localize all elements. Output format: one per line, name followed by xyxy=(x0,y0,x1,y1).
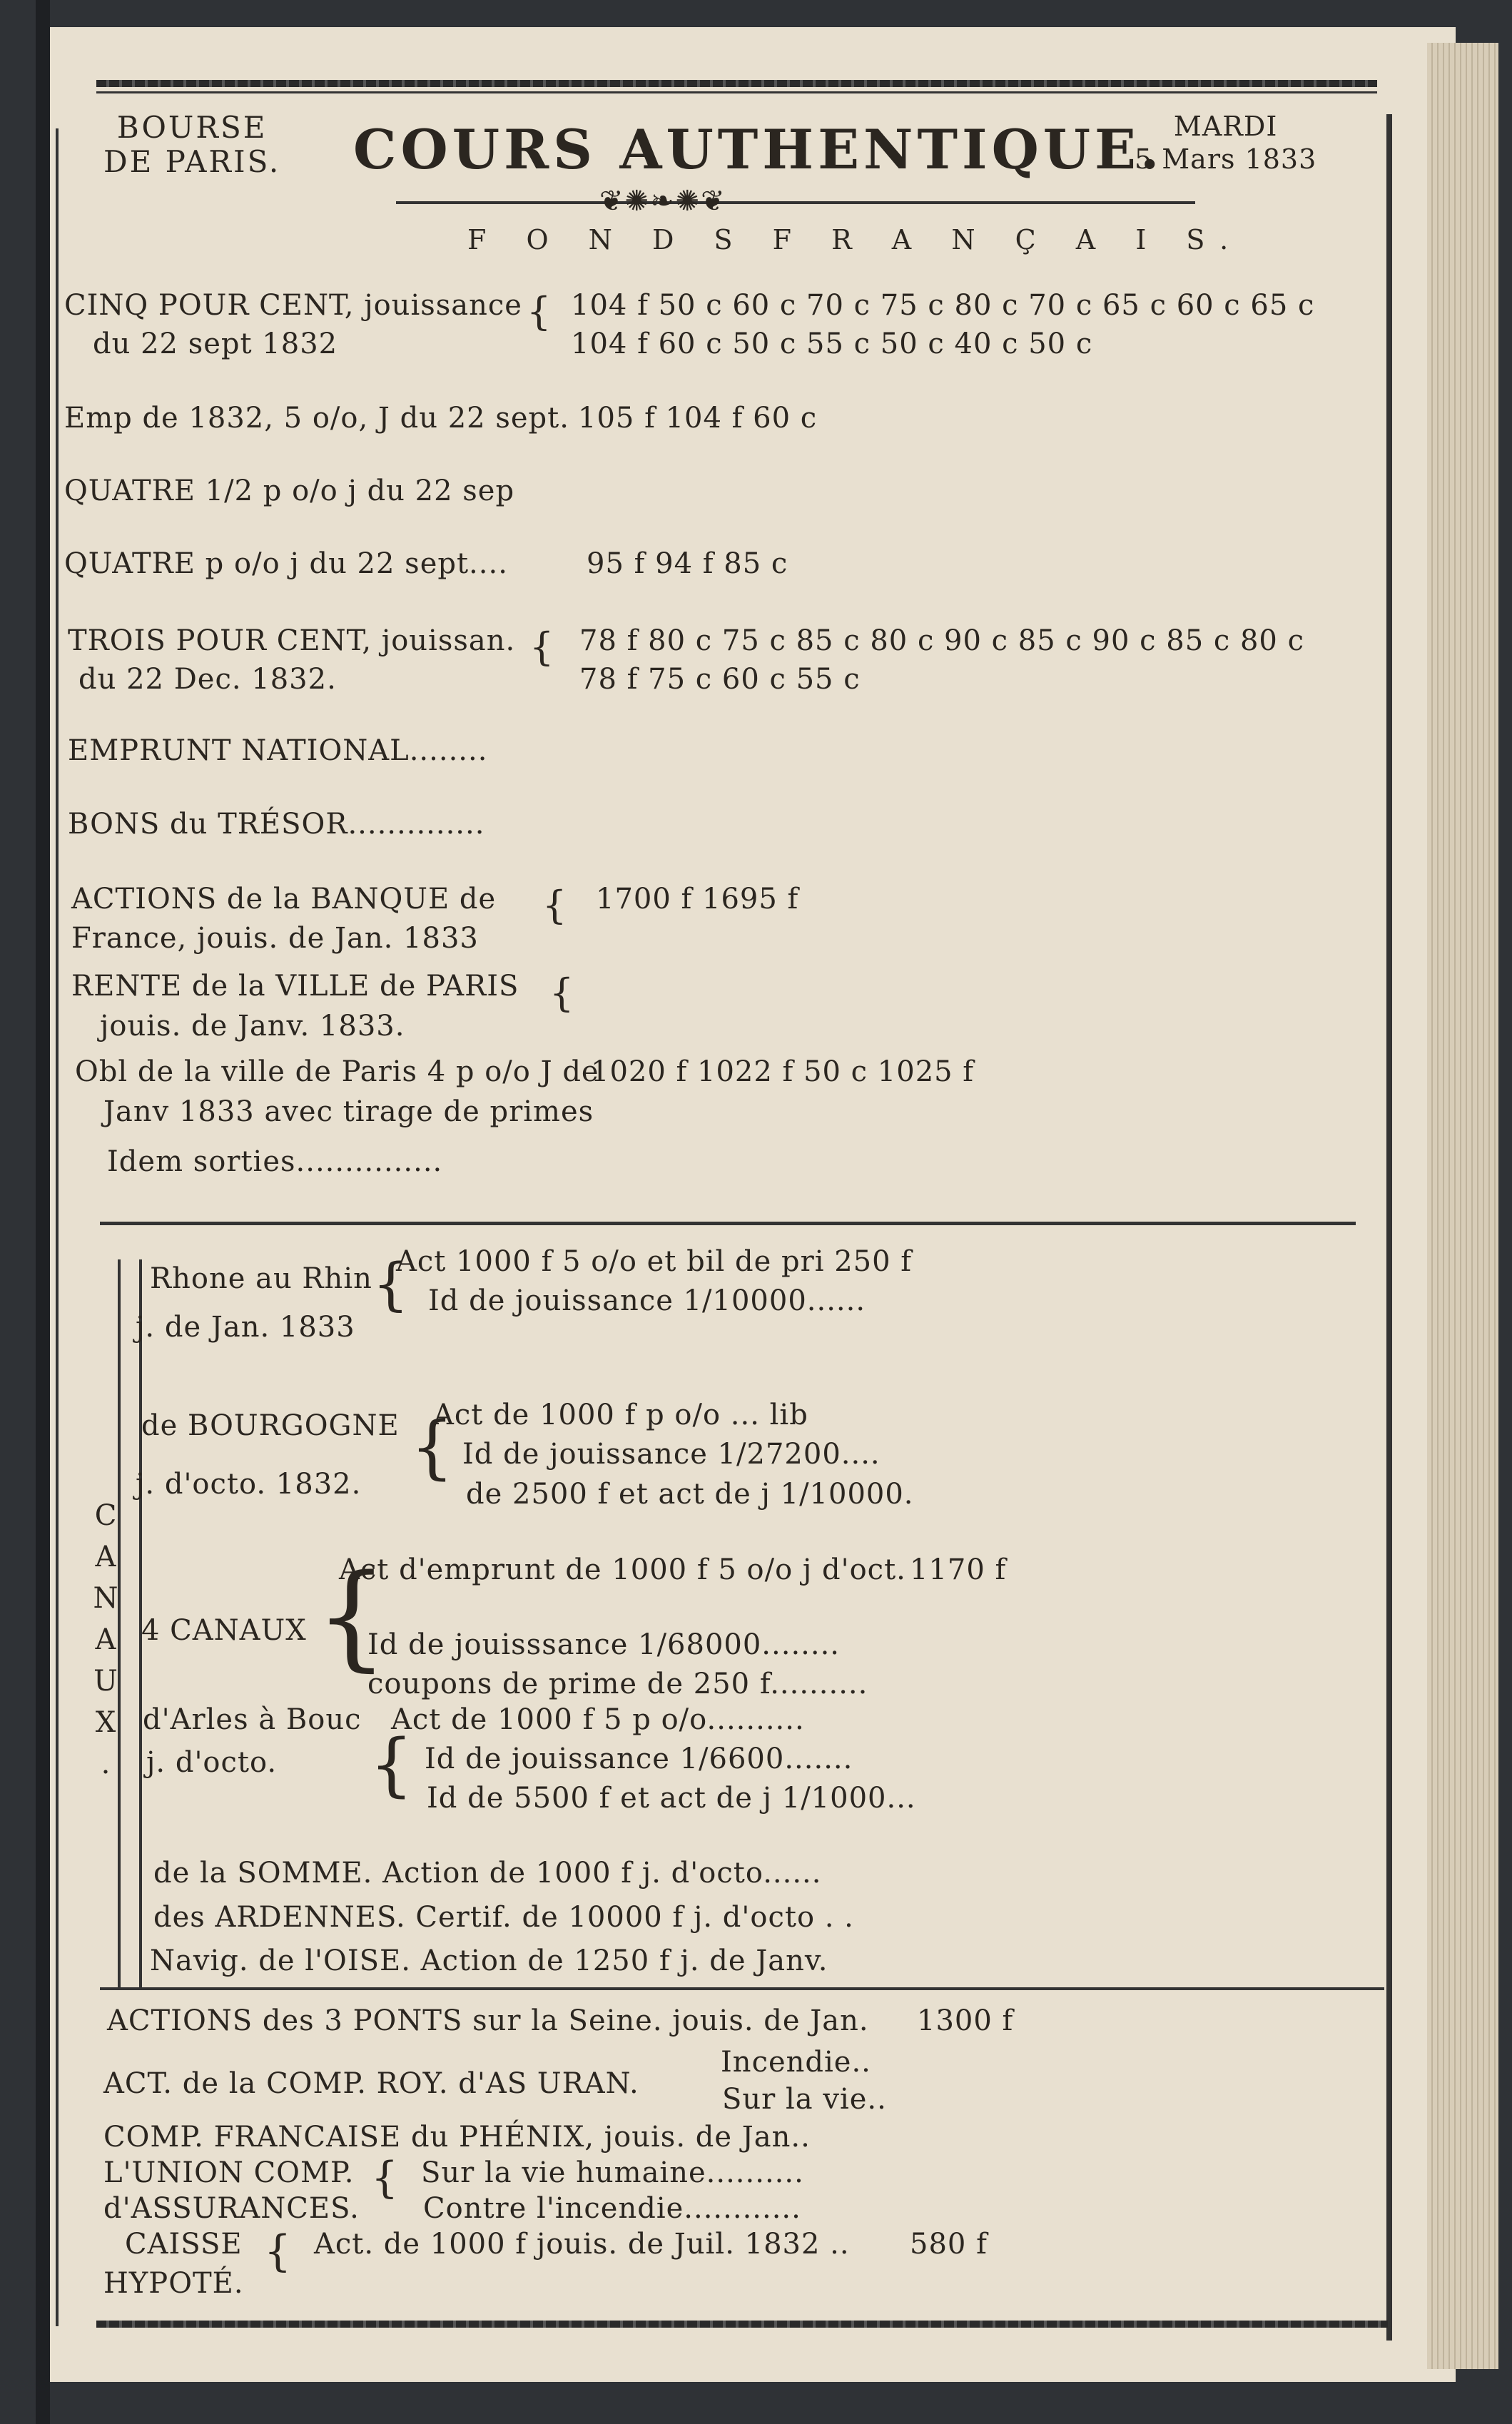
bourgogne-line3: de 2500 f et act de j 1/10000. xyxy=(466,1478,914,1511)
actions-banque-label2: France, jouis. de Jan. 1833 xyxy=(71,922,479,955)
rhone-line2: Id de jouissance 1/10000...... xyxy=(428,1284,866,1317)
trois-row1: 78 f 80 c 75 c 85 c 80 c 90 c 85 c 90 c 85 c 80 c xyxy=(579,624,1304,657)
obl-ville-label2: Janv 1833 avec tirage de primes xyxy=(103,1095,594,1128)
bourgogne-label2: j. d'octo. 1832. xyxy=(136,1468,362,1501)
header-date: 5 Mars 1833 xyxy=(1135,143,1317,175)
union-label2: d'ASSURANCES. xyxy=(103,2192,360,2225)
quatre-canaux-label: 4 CANAUX xyxy=(141,1614,307,1647)
arles-line3: Id de 5500 f et act de j 1/1000... xyxy=(427,1782,916,1815)
quatre-canaux-line1: Act d'emprunt de 1000 f 5 o/o j d'oct. xyxy=(339,1553,906,1586)
canaux-letter-c: C xyxy=(94,1499,117,1532)
trois-ponts-label: ACTIONS des 3 PONTS sur la Seine. jouis. de Jan. xyxy=(107,2004,869,2037)
cinq-brace: { xyxy=(527,289,552,334)
emprunt-national: EMPRUNT NATIONAL........ xyxy=(68,734,488,767)
canaux-letter-dot: . xyxy=(101,1748,111,1780)
union-label1: L'UNION COMP. xyxy=(103,2156,355,2189)
caisse-brace: { xyxy=(264,2226,292,2276)
union-contre-incendie: Contre l'incendie............ xyxy=(423,2192,801,2225)
cinq-label1: CINQ POUR CENT, jouissance xyxy=(64,289,522,322)
obl-ville-value: 1020 f 1022 f 50 c 1025 f xyxy=(591,1055,975,1088)
canaux-top-rule xyxy=(100,1222,1356,1225)
actions-banque-brace: { xyxy=(542,883,567,928)
canaux-letter-u: U xyxy=(93,1665,118,1698)
arles-label2: j. d'octo. xyxy=(146,1746,278,1779)
header-day: MARDI xyxy=(1173,111,1278,142)
rhone-brace: { xyxy=(372,1251,409,1317)
arles-label1: d'Arles à Bouc xyxy=(143,1703,362,1736)
section-heading-fonds: F O N D S F R A N Ç A I S. xyxy=(467,224,1244,255)
bourgogne-line1: Act de 1000 f p o/o ... lib xyxy=(433,1399,808,1431)
actions-banque-label1: ACTIONS de la BANQUE de xyxy=(71,883,497,916)
arles-line2: Id de jouissance 1/6600....... xyxy=(425,1743,853,1775)
comp-roy-sur-la-vie: Sur la vie.. xyxy=(722,2083,887,2116)
rente-ville-label1: RENTE de la VILLE de PARIS xyxy=(71,970,519,1003)
arles-brace: { xyxy=(370,1725,414,1805)
page-edge xyxy=(1427,43,1498,2369)
quatre-canaux-line1-value: 1170 f xyxy=(910,1553,1007,1586)
bourgogne-label1: de BOURGOGNE xyxy=(141,1409,400,1442)
oise-line: Navig. de l'OISE. Action de 1250 f j. de Janv. xyxy=(150,1944,828,1977)
emp-label: Emp de 1832, 5 o/o, J du 22 sept. xyxy=(64,402,569,435)
cinq-label2: du 22 sept 1832 xyxy=(93,328,338,360)
union-brace: { xyxy=(371,2153,399,2203)
trois-row2: 78 f 75 c 60 c 55 c xyxy=(579,663,861,696)
caisse-line: Act. de 1000 f jouis. de Juil. 1832 .. xyxy=(314,2228,850,2261)
bons-tresor: BONS du TRÉSOR.............. xyxy=(68,808,485,841)
quatre-label: QUATRE p o/o j du 22 sept.... xyxy=(64,547,508,580)
trois-label2: du 22 Dec. 1832. xyxy=(78,663,337,696)
caisse-label1: CAISSE xyxy=(125,2228,243,2261)
bottom-border-rule xyxy=(96,2321,1388,2328)
canaux-letter-n: N xyxy=(93,1582,118,1615)
canaux-letter-a1: A xyxy=(95,1541,116,1573)
rente-ville-label2: jouis. de Janv. 1833. xyxy=(100,1010,405,1043)
canaux-side-label xyxy=(91,1495,120,1785)
quatre-value: 95 f 94 f 85 c xyxy=(587,547,788,580)
cinq-row2: 104 f 60 c 50 c 55 c 50 c 40 c 50 c xyxy=(571,328,1093,360)
somme-line: de la SOMME. Action de 1000 f j. d'octo...... xyxy=(153,1857,822,1890)
ardennes-line: des ARDENNES. Certif. de 10000 f j. d'octo . . xyxy=(153,1901,854,1934)
union-sur-la-vie: Sur la vie humaine.......... xyxy=(421,2156,804,2189)
obl-ville-label1: Obl de la ville de Paris 4 p o/o J de xyxy=(75,1055,599,1088)
bourgogne-line2: Id de jouissance 1/27200.... xyxy=(462,1438,881,1471)
trois-brace: { xyxy=(529,624,554,669)
bourgogne-brace: { xyxy=(410,1407,455,1487)
rhone-label2: j. de Jan. 1833 xyxy=(136,1311,355,1344)
quatre-canaux-line2: Id de jouisssance 1/68000........ xyxy=(367,1628,841,1661)
rente-ville-brace: { xyxy=(549,970,574,1015)
comp-roy-label: ACT. de la COMP. ROY. d'AS URAN. xyxy=(103,2067,639,2100)
canaux-letter-x: X xyxy=(95,1706,116,1739)
phenix-line: COMP. FRANCAISE du PHÉNIX, jouis. de Jan.. xyxy=(103,2121,811,2154)
page-title: COURS AUTHENTIQUE. xyxy=(353,118,1164,181)
left-border xyxy=(56,128,59,2326)
header-left-line1: BOURSE xyxy=(116,110,268,145)
actions-top-rule xyxy=(100,1987,1384,1990)
arles-line1: Act de 1000 f 5 p o/o.......... xyxy=(391,1703,805,1736)
ornament-center: ❦✺❧✺❦ xyxy=(599,185,726,218)
quatre-demi-label: QUATRE 1/2 p o/o j du 22 sep xyxy=(64,475,515,507)
caisse-value: 580 f xyxy=(910,2228,988,2261)
right-border xyxy=(1386,114,1392,2341)
ornament-rule xyxy=(396,201,1195,204)
canaux-letter-a2: A xyxy=(95,1623,116,1656)
trois-label1: TROIS POUR CENT, jouissan. xyxy=(68,624,516,657)
rhone-line1: Act 1000 f 5 o/o et bil de pri 250 f xyxy=(396,1245,913,1278)
quatre-canaux-brace: { xyxy=(315,1549,388,1683)
trois-ponts-value: 1300 f xyxy=(917,2004,1014,2037)
header-left xyxy=(103,111,280,180)
comp-roy-incendie: Incendie.. xyxy=(721,2046,871,2079)
actions-banque-value: 1700 f 1695 f xyxy=(596,883,799,916)
quatre-canaux-line3: coupons de prime de 250 f.......... xyxy=(367,1668,868,1700)
binding-gutter xyxy=(36,0,50,2424)
header-left-line2: DE PARIS. xyxy=(103,144,281,180)
idem-sorties: Idem sorties............... xyxy=(107,1145,443,1178)
top-thin-rule xyxy=(96,91,1377,93)
header-right xyxy=(1135,111,1316,176)
caisse-label2: HYPOTÉ. xyxy=(103,2267,244,2300)
top-border-rule xyxy=(96,80,1377,87)
emp-value: 105 f 104 f 60 c xyxy=(578,402,818,435)
rhone-label1: Rhone au Rhin xyxy=(150,1262,372,1295)
cinq-row1: 104 f 50 c 60 c 70 c 75 c 80 c 70 c 65 c 60 c 65 c xyxy=(571,289,1315,322)
